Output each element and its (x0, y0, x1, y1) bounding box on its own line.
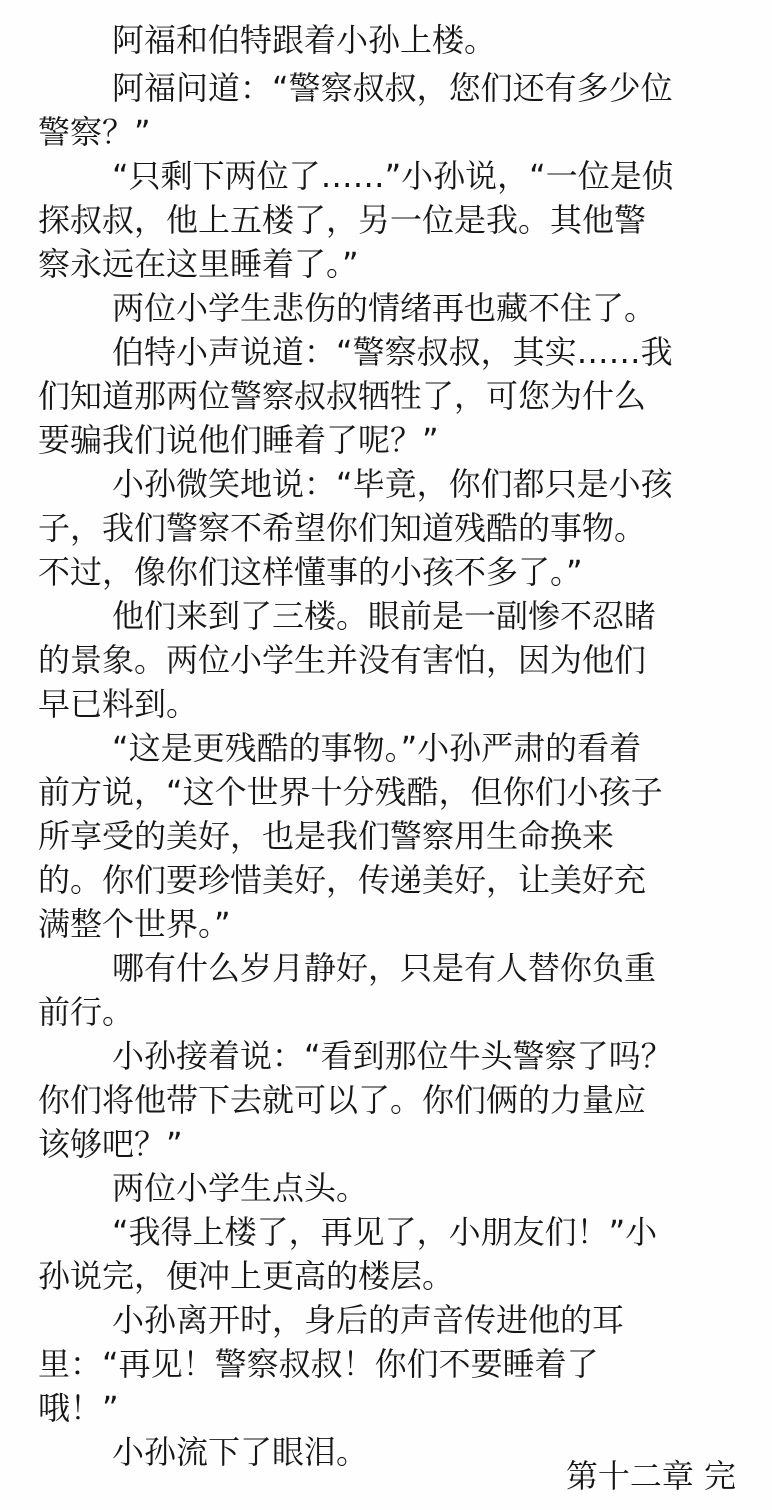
text-line: 警察？” (38, 113, 151, 151)
text-line: 孙说完，便冲上更高的楼层。 (38, 1257, 455, 1295)
text-line: 不过，像你们这样懂事的小孩不多了。” (38, 553, 583, 591)
text-line: 要骗我们说他们睡着了呢？” (38, 421, 439, 459)
text-line: 小孙微笑地说：“毕竟，你们都只是小孩 (112, 465, 673, 503)
text-line: 们知道那两位警察叔叔牺牲了，可您为什么 (38, 377, 647, 415)
text-line: 的。你们要珍惜美好，传递美好，让美好充 (38, 861, 647, 899)
text-line: 探叔叔，他上五楼了，另一位是我。其他警 (38, 201, 647, 239)
text-line: “我得上楼了，再见了，小朋友们！”小 (112, 1213, 658, 1251)
text-line: 子，我们警察不希望你们知道残酷的事物。 (38, 509, 647, 547)
text-line: 满整个世界。” (38, 905, 231, 943)
text-line: 阿福问道：“警察叔叔，您们还有多少位 (112, 69, 673, 107)
text-line: 前方说，“这个世界十分残酷，但你们小孩子 (38, 773, 663, 811)
text-line: 所享受的美好，也是我们警察用生命换来 (38, 817, 615, 855)
text-line: 察永远在这里睡着了。” (38, 245, 359, 283)
text-line: 的景象。两位小学生并没有害怕，因为他们 (38, 641, 647, 679)
text-line: 两位小学生点头。 (112, 1169, 369, 1207)
text-line: “只剩下两位了……”小孙说，“一位是侦 (112, 157, 674, 195)
text-line: 小孙接着说：“看到那位牛头警察了吗？ (112, 1037, 673, 1075)
text-line: 你们将他带下去就可以了。你们俩的力量应 (38, 1081, 647, 1119)
text-line: 哪有什么岁月静好，只是有人替你负重 (112, 949, 657, 987)
text-line: 阿福和伯特跟着小孙上楼。 (112, 21, 497, 59)
text-line: 小孙离开时，身后的声音传进他的耳 (112, 1301, 625, 1339)
chapter-end-label: 第十二章 完 (565, 1457, 736, 1495)
text-line: 他们来到了三楼。眼前是一副惨不忍睹 (112, 597, 657, 635)
text-line: 里：“再见！警察叔叔！你们不要睡着了 (38, 1345, 599, 1383)
text-line: 两位小学生悲伤的情绪再也藏不住了。 (112, 289, 657, 327)
text-line: “这是更残酷的事物。”小孙严肃的看着 (112, 729, 642, 767)
text-line: 该够吧？” (38, 1125, 183, 1163)
text-line: 小孙流下了眼泪。 (112, 1433, 369, 1471)
text-line: 前行。 (38, 993, 135, 1031)
text-line: 哦！” (38, 1389, 119, 1427)
text-line: 早已料到。 (38, 685, 199, 723)
text-line: 伯特小声说道：“警察叔叔，其实……我 (112, 333, 673, 371)
